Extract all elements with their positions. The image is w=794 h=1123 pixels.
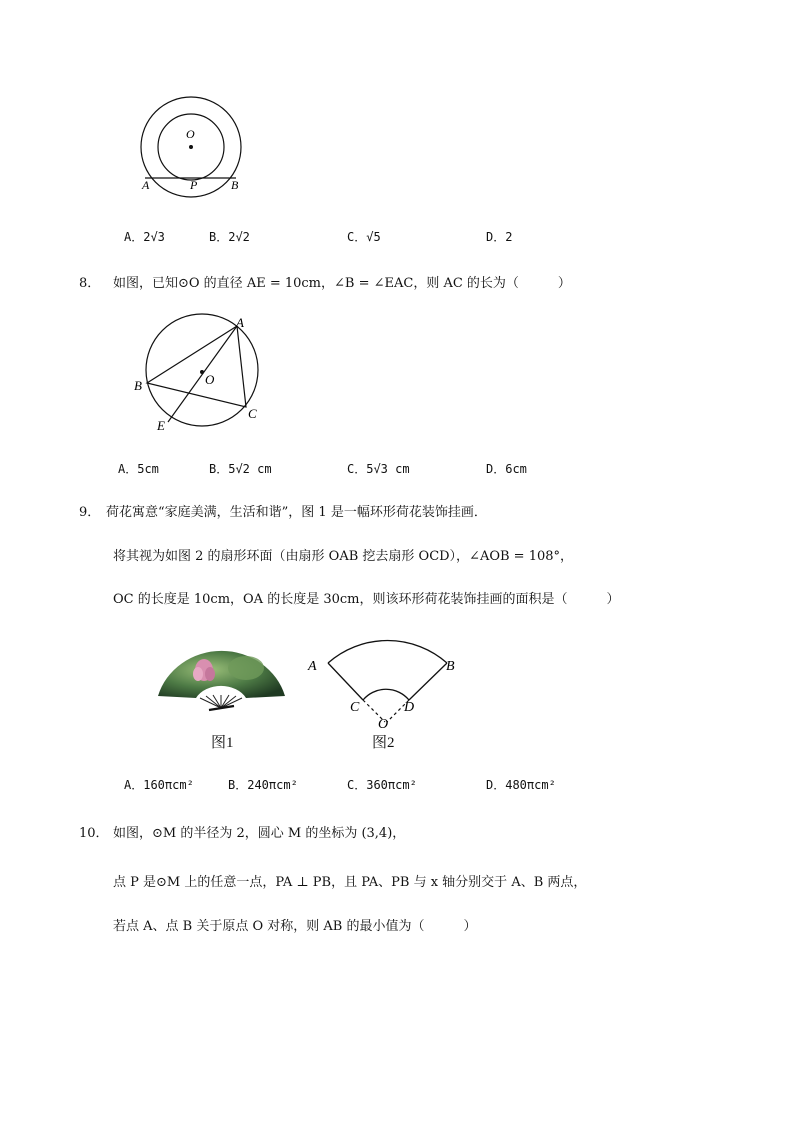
label-a: A (142, 178, 150, 192)
lotus-petal (193, 667, 203, 681)
q9-figure2-annular-sector (300, 626, 475, 736)
diameter-ae (168, 326, 237, 422)
q9-option-a: A．160πcm² (124, 778, 194, 792)
q9-line2: 将其视为如图 2 的扇形环面（由扇形 OAB 挖去扇形 OCD），∠AOB = 108°， (113, 549, 574, 564)
q9-option-d: D．480πcm² (486, 778, 556, 792)
q8-option-c: C．5√3 cm (347, 462, 410, 476)
arc-ab (328, 641, 447, 663)
center-point (200, 370, 204, 374)
q9-figure1-fan-painting (154, 640, 289, 715)
label-c: C (248, 406, 257, 421)
q8-option-d: D．6cm (486, 462, 527, 476)
segment-b-d (409, 663, 447, 700)
label-b: B (446, 659, 455, 674)
q8-number: 8． (79, 276, 101, 291)
label-a: A (308, 659, 317, 674)
q8-option-a: A．5cm (118, 462, 159, 476)
fan-ribs (200, 695, 242, 708)
q7-option-c: C．√5 (347, 230, 381, 244)
q10-line1: 如图，⊙M 的半径为 2，圆心 M 的坐标为 (3,4)， (113, 826, 406, 841)
label-c: C (350, 700, 360, 715)
q9-line1: 荷花寓意“家庭美满，生活和谐”，图 1 是一幅环形荷花装饰挂画． (106, 505, 487, 520)
label-o: O (186, 127, 195, 141)
q7-option-d: D．2 (486, 230, 513, 244)
q9-option-c: C．360πcm² (347, 778, 417, 792)
center-point (189, 145, 193, 149)
fan-ring (158, 651, 285, 698)
label-o: O (205, 372, 215, 387)
label-a: A (236, 315, 244, 330)
label-b: B (231, 178, 239, 192)
label-d: D (404, 700, 415, 715)
lotus-leaf (228, 656, 264, 680)
q8-option-b: B．5√2 cm (209, 462, 272, 476)
label-e: E (157, 418, 165, 433)
q7-option-a: A．2√3 (124, 230, 165, 244)
label-p: P (190, 178, 198, 192)
arc-cd (363, 689, 409, 700)
segment-a-c (328, 663, 363, 700)
q10-line3: 若点 A、点 B 关于原点 O 对称，则 AB 的最小值为（ ） (113, 919, 477, 934)
q9-number: 9． (79, 505, 101, 520)
q8-figure (130, 312, 270, 434)
q9-line3: OC 的长度是 10cm，OA 的长度是 30cm，则该环形荷花装饰挂画的面积是（ ） (113, 592, 620, 607)
q9-option-b: B．240πcm² (228, 778, 298, 792)
q8-text: 如图，已知⊙O 的直径 AE = 10cm，∠B = ∠EAC，则 AC 的长为（ ） (113, 276, 571, 291)
lotus-petal (205, 667, 215, 681)
q9-figure1-caption: 图1 (211, 735, 234, 751)
label-o: O (378, 717, 389, 732)
q10-number: 10． (79, 826, 109, 841)
q10-line2: 点 P 是⊙M 上的任意一点，PA ⊥ PB，且 PA、PB 与 x 轴分别交于 A、B 两点， (113, 875, 587, 890)
q9-figure2-caption: 图2 (372, 735, 395, 751)
triangle-abc (147, 326, 246, 407)
label-b: B (134, 378, 142, 393)
q7-option-b: B．2√2 (209, 230, 250, 244)
q7-figure (130, 92, 260, 202)
